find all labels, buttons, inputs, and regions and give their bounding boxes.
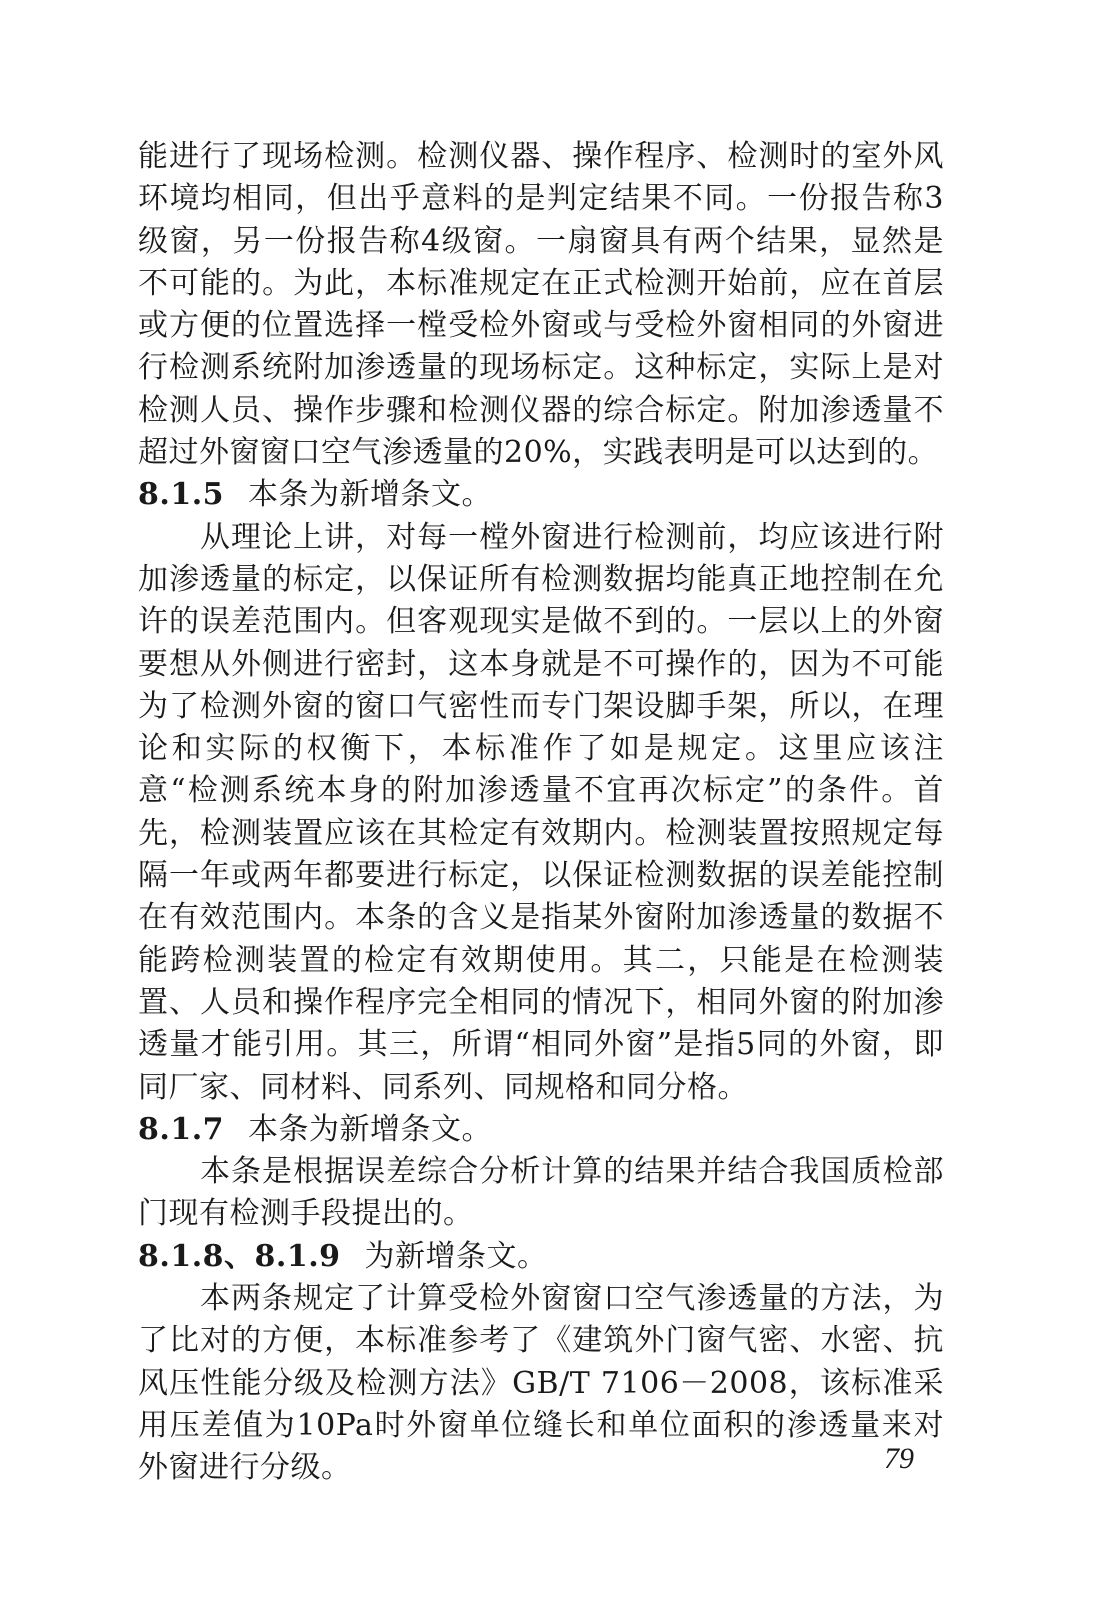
clause-title: 本条为新增条文。: [248, 477, 493, 513]
clause-heading-8-1-5: [138, 474, 944, 516]
clause-number: 8.1.8、8.1.9: [138, 1238, 341, 1274]
paragraph-continued: 能进行了现场检测。检测仪器、操作程序、检测时的室外风环境均相同，但出乎意料的是判定结果不同。一份报告称3级窗，另一份报告称4级窗。一扇窗具有两个结果，显然是不可能的。为此，本标准规定在正式检测开始前，应在首层或方便的位置选择一樘受检外窗或与受检外窗相同的外窗进行检测系统附加渗透量的现场标定。这种标定，实际上是对检测人员、操作步骤和检测仪器的综合标定。附加渗透量不超过外窗窗口空气渗透量的20%，实践表明是可以达到的。: [138, 139, 944, 471]
page-number: 79: [884, 1442, 914, 1475]
clause-title: 为新增条文。: [364, 1238, 548, 1274]
clause-heading-8-1-7: [138, 1109, 944, 1151]
paragraph-8-1-8: 本两条规定了计算受检外窗窗口空气渗透量的方法，为了比对的方便，本标准参考了《建筑外门窗气密、水密、抗风压性能分级及检测方法》GB/T 7106－2008，该标准采用压差值为10Pa时外窗单位缝长和单位面积的渗透量来对外窗进行分级。: [138, 1281, 944, 1486]
clause-heading-8-1-8: [138, 1236, 944, 1278]
clause-number: 8.1.5: [138, 477, 225, 513]
clause-number: 8.1.7: [138, 1111, 225, 1147]
paragraph-8-1-7: 本条是根据误差综合分析计算的结果并结合我国质检部门现有检测手段提出的。: [138, 1154, 944, 1232]
clause-title: 本条为新增条文。: [248, 1111, 493, 1147]
paragraph-8-1-5: 从理论上讲，对每一樘外窗进行检测前，均应该进行附加渗透量的标定，以保证所有检测数据均能真正地控制在允许的误差范围内。但客观现实是做不到的。一层以上的外窗要想从外侧进行密封，这本身就是不可操作的，因为不可能为了检测外窗的窗口气密性而专门架设脚手架，所以，在理论和实际的权衡下，本标准作了如是规定。这里应该注意“检测系统本身的附加渗透量不宜再次标定”的条件。首先，检测装置应该在其检定有效期内。检测装置按照规定每隔一年或两年都要进行标定，以保证检测数据的误差能控制在有效范围内。本条的含义是指某外窗附加渗透量的数据不能跨检测装置的检定有效期使用。其二，只能是在检测装置、人员和操作程序完全相同的情况下，相同外窗的附加渗透量才能引用。其三，所谓“相同外窗”是指5同的外窗，即同厂家、同材料、同系列、同规格和同分格。: [138, 519, 944, 1105]
document-body: [138, 136, 944, 1490]
